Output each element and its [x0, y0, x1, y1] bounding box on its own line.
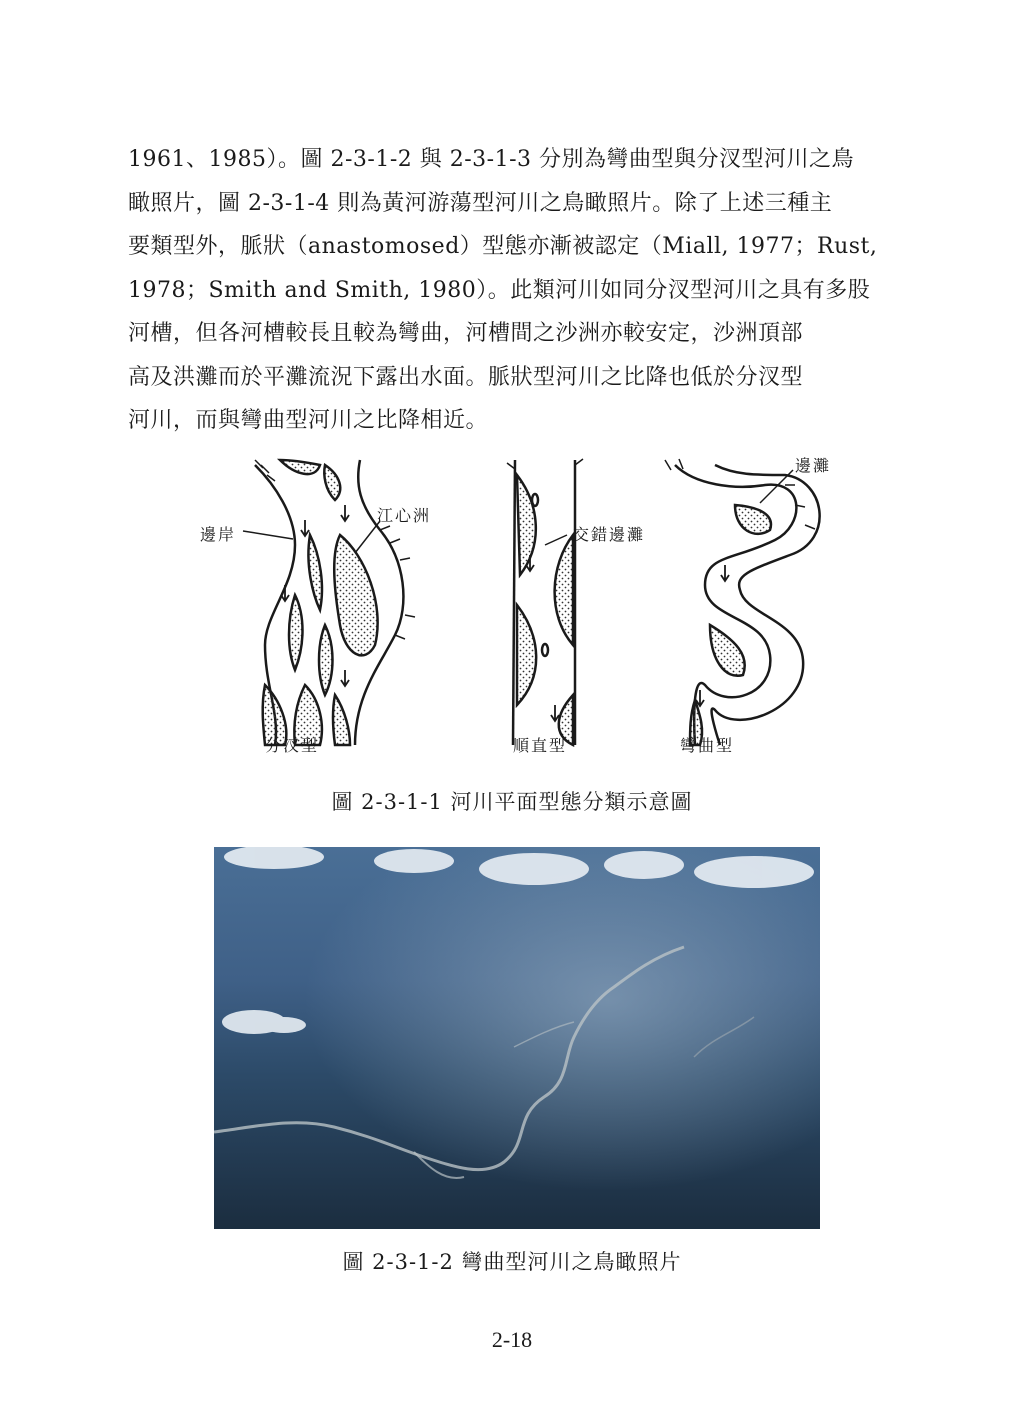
aerial-photo	[214, 847, 820, 1229]
bank-label: 邊岸	[200, 525, 237, 544]
page-number: 2-18	[491, 1327, 533, 1352]
aerial-photo-drawing	[214, 847, 820, 1229]
text-line: 要類型外，脈狀（anastomosed）型態亦漸被認定（Miall, 1977；Rust,	[128, 234, 878, 259]
alternate-bar-label: 交錯邊灘	[573, 525, 646, 544]
meandering-type-label: 彎曲型	[680, 736, 735, 755]
braided-type-label: 分汊型	[265, 736, 320, 755]
point-bar-label: 邊灘	[795, 456, 832, 475]
straight-river-sketch	[507, 459, 583, 745]
text-line: 河槽，但各河槽較長且較為彎曲，河槽間之沙洲亦較安定，沙洲頂部	[128, 321, 804, 346]
straight-type-label: 順直型	[513, 736, 568, 755]
river-planform-diagram	[195, 445, 855, 765]
text-line: 高及洪灘而於平灘流況下露出水面。脈狀型河川之比降也低於分汊型	[128, 364, 804, 390]
mid-island-label: 江心洲	[377, 506, 432, 525]
text-line: 1978；Smith and Smith, 1980）。此類河川如同分汊型河川之具有多股	[128, 277, 871, 303]
figure1-caption: 圖 2-3-1-1 河川平面型態分類示意圖	[331, 790, 693, 814]
text-line: 瞰照片，圖 2-3-1-4 則為黃河游蕩型河川之鳥瞰照片。除了上述三種主	[128, 190, 833, 216]
text-line: 河川，而與彎曲型河川之比降相近。	[128, 408, 489, 433]
text-line: 1961、1985）。圖 2-3-1-2 與 2-3-1-3 分別為彎曲型與分汊型河川之鳥	[128, 147, 855, 172]
meandering-river-sketch	[665, 459, 820, 745]
figure2-caption: 圖 2-3-1-2 彎曲型河川之鳥瞰照片	[342, 1250, 682, 1274]
diagram-drawing	[195, 445, 855, 765]
body-paragraph	[128, 138, 902, 443]
